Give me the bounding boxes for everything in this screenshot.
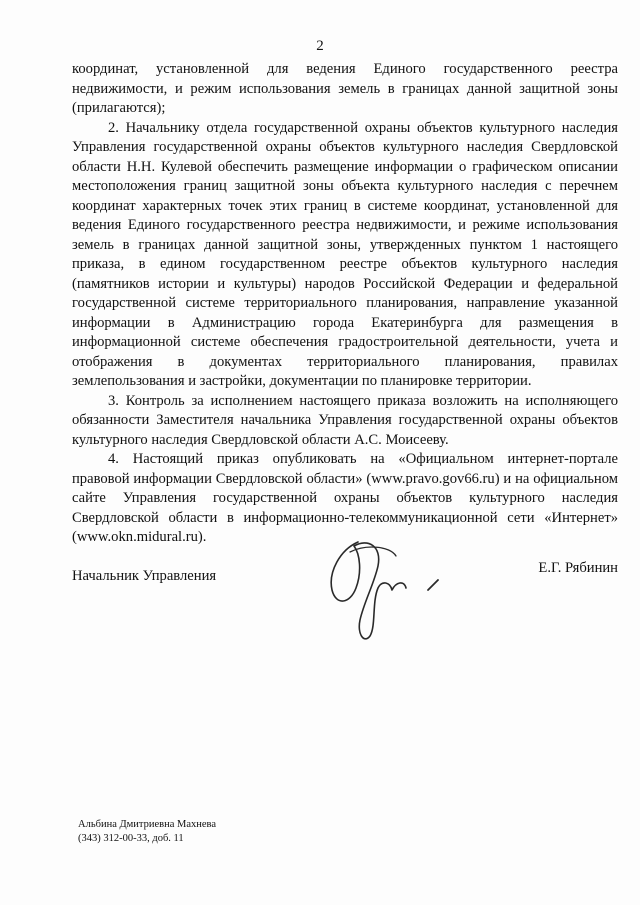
paragraph-continuation: координат, установленной для ведения Единого государственного реестра недвижимости, и режим использования земель в границах данной защитной зоны (прилагаются); — [72, 61, 618, 116]
paragraph-item-2: 2. Начальнику отдела государственной охраны объектов культурного наследия Управления государственной охраны объектов культурного наследия Свердловской области Н.Н. Кулевой обеспечить размещение информации о графическом описании местоположения границ защитной зоны объекта культурного наследия с перечнем координат характерных точек этих границ в системе координат, установленной для ведения Единого государственного реестра недвижимости, и режиме использования земель в границах данной защитной зоны, утвержденных пунктом 1 настоящего приказа, в едином государственном реестре объектов культурного наследия (памятников истории и культуры) народов Российской Федерации и федеральной государственной системе территориального планирования, направление указанной информации в Администрацию города Екатеринбурга для размещения в информационной системе обеспечения градостроительной деятельности, учета и отображения в документах территориального планирования, правилах землепользования и застройки, документации по планировке территории. — [72, 119, 618, 389]
signatory-title: Начальник Управления — [72, 568, 217, 584]
signatory-name: Е.Г. Рябинин — [538, 560, 618, 576]
handwritten-signature — [320, 532, 445, 652]
signature-block — [72, 560, 618, 584]
executor-name: Альбина Дмитриевна Махнева — [78, 819, 217, 830]
paragraph-item-4: 4. Настоящий приказ опубликовать на «Официальном интернет-портале правовой информации Свердловской области» (www.pravo.gov66.ru) и на официальном сайте Управления государственной охраны объектов культурного наследия Свердловской области в информационно-телекоммуникационной сети «Интернет» (www.okn.midural.ru). — [72, 451, 618, 545]
paragraph-item-3: 3. Контроль за исполнением настоящего приказа возложить на исполняющего обязанности Заместителя начальника Управления государственной охраны объектов культурного наследия Свердловской области А.С. Моисееву. — [72, 392, 618, 448]
document-body — [72, 60, 618, 548]
executor-phone: (343) 312-00-33, доб. 11 — [78, 833, 184, 844]
executor-info — [78, 818, 216, 846]
page-number: 2 — [316, 38, 324, 54]
